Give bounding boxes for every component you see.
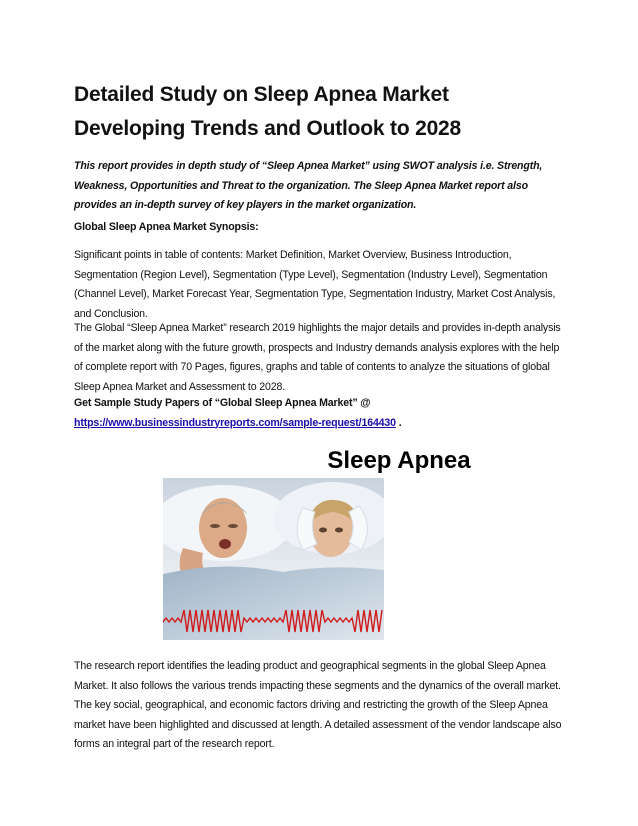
- intro-paragraph: This report provides in depth study of “Sleep Apnea Market” using SWOT analysis i.e. Strength, Weakness, Opportunities and Threat to the organization. The Sleep Apnea Market report also provides an in-depth survey of key players in the market organization.: [74, 160, 543, 211]
- contents-paragraph: Significant points in table of contents: Market Definition, Market Overview, Business Introduction, Segmentation (Region Level), Segmentation (Type Level), Segmentation (Industry Level), Segmentation (Channel Level), Market Forecast Year, Segmentation Type, Segmentation Industry, Market Cost Analysis, and Conclusion.: [74, 249, 556, 320]
- sample-label: Get Sample Study Papers of “Global Sleep Apnea Market” @: [74, 397, 371, 409]
- man-open-mouth: [219, 539, 231, 549]
- research-paragraph: The research report identifies the leading product and geographical segments in the global Sleep Apnea Market. It also follows the various trends impacting these segments and the dynamics of the overall market. The key social, geographical, and economic factors driving and restricting the growth of the Sleep Apnea market have been highlighted and discussed at length. A detailed assessment of the vendor landscape also forms an integral part of the research report.: [74, 660, 562, 750]
- title-line-2: Developing Trends and Outlook to 2028: [74, 117, 462, 140]
- synopsis-heading: Global Sleep Apnea Market Synopsis:: [74, 221, 259, 233]
- title-line-1: Detailed Study on Sleep Apnea Market: [74, 83, 449, 106]
- sample-request-link[interactable]: https://www.businessindustryreports.com/sample-request/164430: [74, 416, 396, 429]
- blanket: [163, 566, 384, 640]
- sample-request: [74, 394, 564, 433]
- figure-title: Sleep Apnea: [327, 447, 471, 474]
- sample-suffix: .: [395, 416, 402, 429]
- page-title: [74, 78, 564, 146]
- overview-paragraph: The Global “Sleep Apnea Market” research 2019 highlights the major details and provides in-depth analysis of the market along with the future growth, prospects and Industry demands analysis explores with the help of complete report with 70 Pages, figures, graphs and table of contents to analyze the situations of global Sleep Apnea Market and Assessment to 2028.: [74, 322, 561, 393]
- sleep-apnea-photo: [163, 478, 384, 640]
